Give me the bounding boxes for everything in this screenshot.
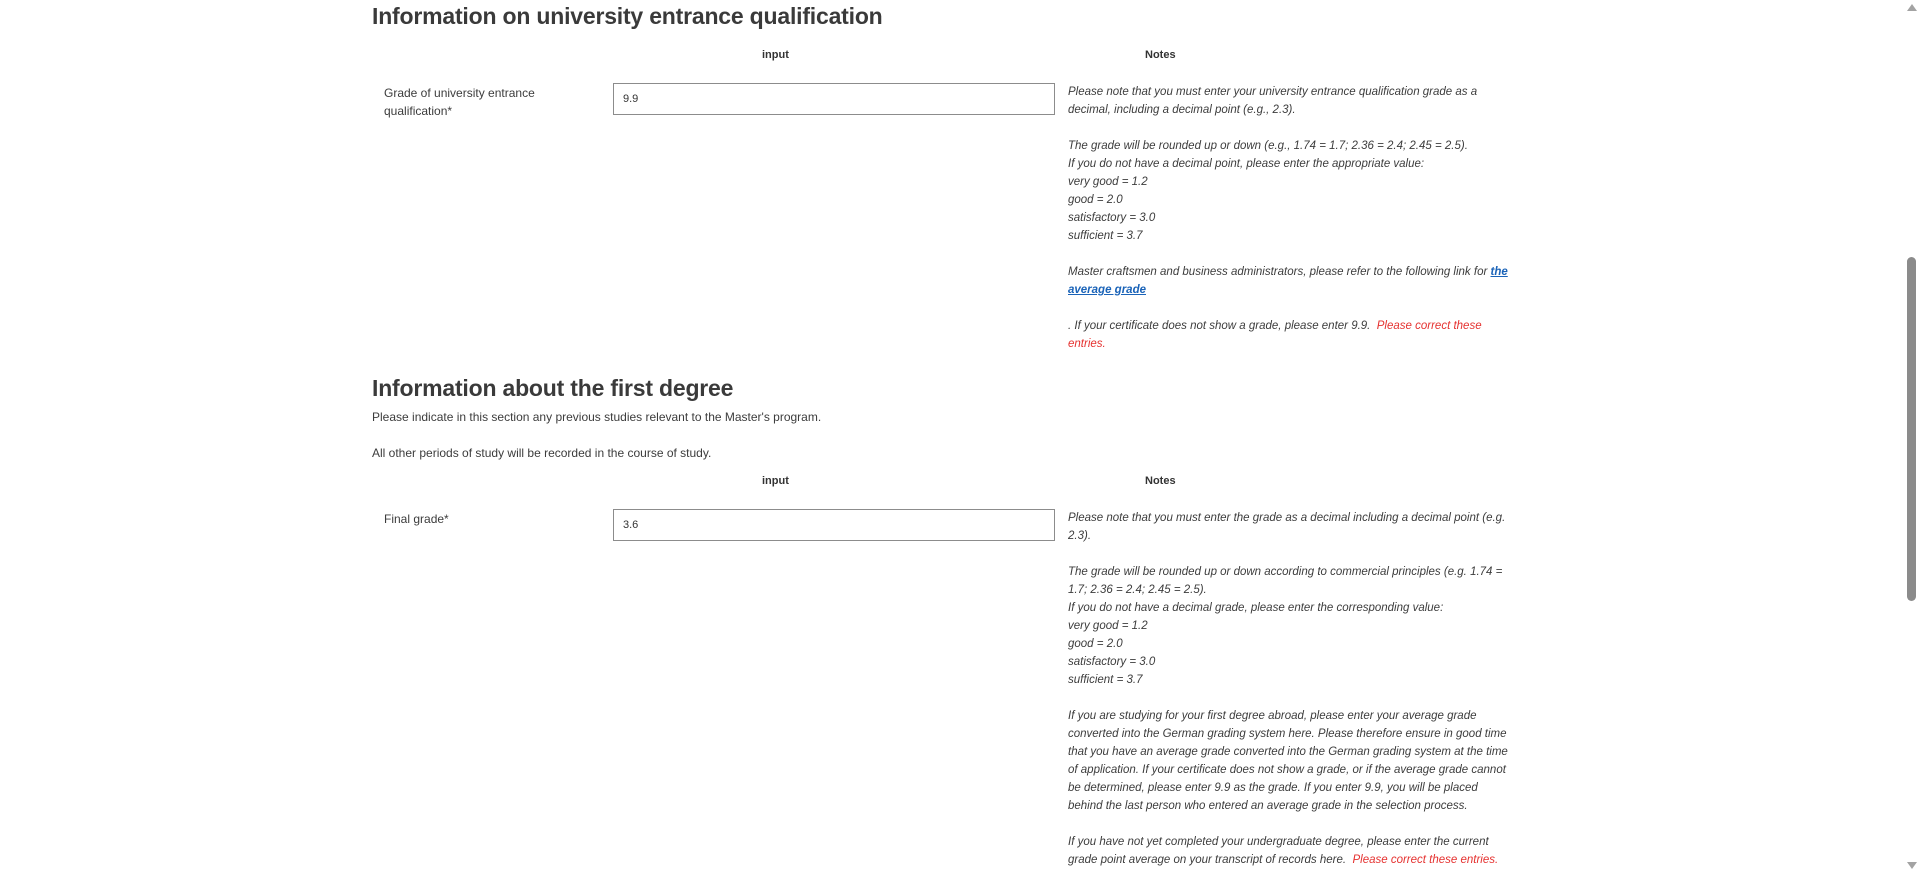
- column-header-notes: Notes: [1145, 49, 1176, 61]
- entrance-grade-input[interactable]: [613, 83, 1055, 115]
- notes-line: The grade will be rounded up or down (e.g., 1.74 = 1.7; 2.36 = 2.4; 2.45 = 2.5).: [1068, 140, 1468, 152]
- average-grade-link[interactable]: the average grade: [1068, 266, 1508, 296]
- error-message: Please correct these entries.: [1352, 854, 1499, 866]
- scroll-up-arrow-icon[interactable]: [1907, 4, 1917, 11]
- scroll-down-arrow-icon[interactable]: [1907, 862, 1917, 869]
- notes-line: If you do not have a decimal grade, please enter the corresponding value:: [1068, 602, 1444, 614]
- final-grade-label: Final grade*: [384, 512, 449, 526]
- notes-text: If you have not yet completed your undergraduate degree, please enter the current grade point average on your transcript of records here.: [1068, 836, 1489, 866]
- notes-line: The grade will be rounded up or down according to commercial principles (e.g. 1.74 = 1.7; 2.36 = 2.4; 2.45 = 2.5).: [1068, 566, 1503, 596]
- entrance-grade-notes: [1068, 83, 1513, 371]
- notes-line: sufficient = 3.7: [1068, 674, 1143, 686]
- notes-line: good = 2.0: [1068, 638, 1123, 650]
- section-title-first-degree: Information about the first degree: [372, 375, 734, 401]
- notes-line: very good = 1.2: [1068, 176, 1148, 188]
- column-headers: [372, 49, 1512, 67]
- notes-line: satisfactory = 3.0: [1068, 656, 1156, 668]
- column-header-input: input: [762, 49, 789, 61]
- notes-no-grade: [1068, 317, 1513, 353]
- notes-line: very good = 1.2: [1068, 620, 1148, 632]
- notes-text: . If your certificate does not show a grade, please enter 9.9.: [1068, 320, 1371, 332]
- error-message: Please correct these entries.: [1068, 320, 1482, 350]
- column-header-input: input: [762, 475, 789, 487]
- notes-paragraph: Please note that you must enter the grade as a decimal including a decimal point (e.g. 2.3).: [1068, 512, 1506, 542]
- notes-line: good = 2.0: [1068, 194, 1123, 206]
- notes-text: Master craftsmen and business administrators, please refer to the following link for: [1068, 266, 1491, 278]
- section-intro: Please indicate in this section any previous studies relevant to the Master's program.: [372, 410, 822, 424]
- column-headers: [372, 475, 1512, 493]
- entrance-grade-label: Grade of university entrance qualification*: [384, 86, 535, 118]
- section-intro: All other periods of study will be recorded in the course of study.: [372, 446, 712, 460]
- notes-rounding: [1068, 563, 1513, 689]
- vertical-scrollbar[interactable]: [1903, 0, 1920, 873]
- notes-paragraph: Please note that you must enter your university entrance qualification grade as a decimal, including a decimal point (e.g., 2.3).: [1068, 86, 1478, 116]
- scrollbar-thumb[interactable]: [1907, 257, 1916, 601]
- final-grade-notes: [1068, 509, 1513, 873]
- notes-rounding: [1068, 137, 1513, 245]
- notes-abroad: If you are studying for your first degree abroad, please enter your average grade converted into the German grading system here. Please therefore ensure in good time that you have an average grade converted into the German grading system at the time of application. If your certificate does not show a grade, or if the average grade cannot be determined, please enter 9.9 as the grade. If you enter 9.9, you will be placed behind the last person who entered an average grade in the selection process.: [1068, 710, 1508, 812]
- final-grade-input[interactable]: [613, 509, 1055, 541]
- section-title-entrance-qualification: Information on university entrance qualification: [372, 3, 883, 29]
- notes-line: sufficient = 3.7: [1068, 230, 1143, 242]
- notes-line: satisfactory = 3.0: [1068, 212, 1156, 224]
- notes-master-craftsmen: [1068, 263, 1513, 299]
- column-header-notes: Notes: [1145, 475, 1176, 487]
- notes-not-completed: [1068, 833, 1513, 869]
- notes-line: If you do not have a decimal point, please enter the appropriate value:: [1068, 158, 1425, 170]
